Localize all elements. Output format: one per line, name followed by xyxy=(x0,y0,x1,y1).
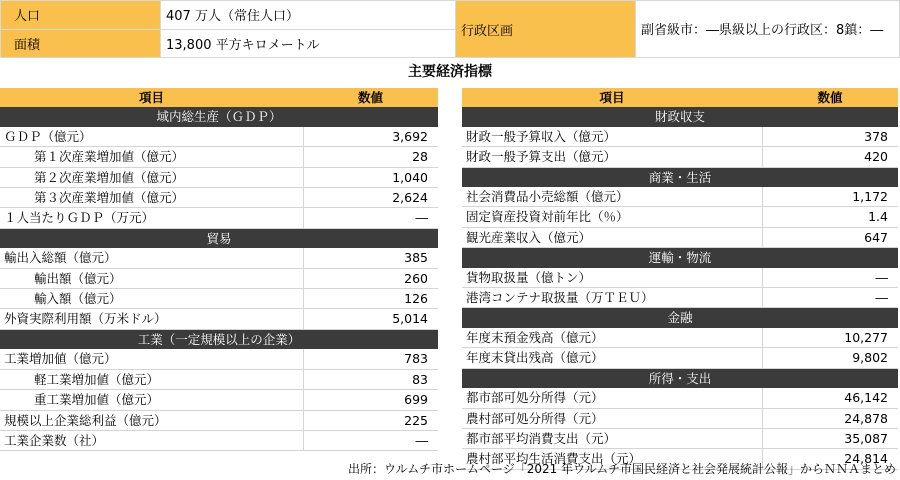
section-header-row xyxy=(462,107,898,126)
divider xyxy=(160,0,161,58)
table-row xyxy=(0,430,438,450)
table-row xyxy=(0,127,438,147)
section-header-row xyxy=(462,167,898,187)
row-value: 225 xyxy=(303,410,438,430)
divider xyxy=(635,0,636,58)
row-value: 699 xyxy=(303,390,438,410)
city-info-panel xyxy=(0,0,900,58)
admin-line-subprovincial: 副省級市：― xyxy=(641,23,720,38)
row-value: ― xyxy=(762,288,898,308)
row-label: 工業増加値（億元） xyxy=(0,349,303,369)
page-title: 主要経済指標 xyxy=(408,64,492,80)
row-value: 647 xyxy=(762,227,898,247)
row-label: 輸出入総額（億元） xyxy=(0,248,303,268)
row-label: 港湾コンテナ取扱量（万ＴＥＵ） xyxy=(462,288,762,308)
section-header-row xyxy=(0,228,438,248)
section-header-row xyxy=(0,329,438,349)
table-row xyxy=(0,349,438,369)
row-value: ― xyxy=(303,208,438,228)
row-value: 378 xyxy=(762,127,898,147)
row-label: 観光産業収入（億元） xyxy=(462,227,762,247)
divider xyxy=(0,29,455,30)
section-header: 域内総生産（ＧＤＰ） xyxy=(0,107,438,126)
row-value: 24,878 xyxy=(762,408,898,428)
table-row xyxy=(462,187,898,207)
row-label: 軽工業増加値（億元） xyxy=(0,369,303,389)
row-label: 貨物取扱量（億トン） xyxy=(462,268,762,288)
row-value: 28 xyxy=(303,147,438,167)
table-row xyxy=(462,268,898,288)
row-value: 83 xyxy=(303,369,438,389)
section-header-row xyxy=(462,308,898,328)
section-header: 金融 xyxy=(462,308,898,328)
table-row xyxy=(0,248,438,268)
indicator-table-right-body xyxy=(462,88,898,469)
column-header-item: 項目 xyxy=(462,88,762,107)
table-row xyxy=(462,147,898,167)
row-value: 5,014 xyxy=(303,309,438,329)
table-row xyxy=(0,390,438,410)
indicator-table-left-body xyxy=(0,88,438,451)
row-label: 工業企業数（社） xyxy=(0,430,303,450)
row-label: 固定資産投資対前年比（％） xyxy=(462,207,762,227)
row-value: 1.4 xyxy=(762,207,898,227)
population-value: 407 万人（常住人口） xyxy=(160,0,455,29)
row-value: 1,172 xyxy=(762,187,898,207)
section-header: 所得・支出 xyxy=(462,368,898,388)
row-value: 46,142 xyxy=(762,388,898,408)
row-value: ― xyxy=(303,430,438,450)
table-row xyxy=(0,147,438,167)
row-label: 規模以上企業総利益（億元） xyxy=(0,410,303,430)
table-row xyxy=(462,388,898,408)
indicator-table-right xyxy=(462,88,898,470)
table-row xyxy=(0,289,438,309)
row-label: 輸出額（億元） xyxy=(0,268,303,288)
admin-division-label: 行政区画 xyxy=(455,0,635,58)
divider xyxy=(455,0,456,58)
indicator-table-left xyxy=(0,88,438,451)
row-label: 社会消費品小売総額（億元） xyxy=(462,187,762,207)
table-row xyxy=(0,309,438,329)
table-row xyxy=(0,188,438,208)
section-header: 財政収支 xyxy=(462,107,898,126)
admin-line-town: 鎮：― xyxy=(844,23,884,38)
section-header-row xyxy=(462,368,898,388)
row-value: 783 xyxy=(303,349,438,369)
row-label: 都市部平均消費支出（元） xyxy=(462,428,762,448)
table-row xyxy=(462,428,898,448)
area-label: 面積 xyxy=(0,29,160,58)
table-header-row xyxy=(462,88,898,107)
row-value: 35,087 xyxy=(762,428,898,448)
area-value: 13,800 平方キロメートル xyxy=(160,29,455,58)
row-value: 3,692 xyxy=(303,127,438,147)
row-label: 重工業増加値（億元） xyxy=(0,390,303,410)
section-header-row xyxy=(462,248,898,268)
source-note: 出所：ウルムチ市ホームページ「2021 年ウルムチ市国民経済と社会発展統計公報」からＮＮＡまとめ xyxy=(348,462,896,476)
admin-division-value xyxy=(635,0,900,58)
table-row xyxy=(0,410,438,430)
row-label: １人当たりＧＤＰ（万元） xyxy=(0,208,303,228)
row-value: 260 xyxy=(303,268,438,288)
row-label: ＧＤＰ（億元） xyxy=(0,127,303,147)
row-value: 385 xyxy=(303,248,438,268)
section-header: 運輸・物流 xyxy=(462,248,898,268)
row-label: 輸入額（億元） xyxy=(0,289,303,309)
population-label: 人口 xyxy=(0,0,160,29)
row-value: 1,040 xyxy=(303,167,438,187)
table-row xyxy=(462,288,898,308)
section-header-row xyxy=(0,107,438,126)
column-header-value: 数値 xyxy=(303,88,438,107)
table-row xyxy=(462,408,898,428)
row-label: 第３次産業増加値（億元） xyxy=(0,188,303,208)
row-value: 420 xyxy=(762,147,898,167)
row-value: ― xyxy=(762,268,898,288)
table-row xyxy=(462,328,898,348)
row-value: 9,802 xyxy=(762,348,898,368)
table-row xyxy=(462,227,898,247)
table-row xyxy=(0,369,438,389)
row-label: 都市部可処分所得（元） xyxy=(462,388,762,408)
table-row xyxy=(0,167,438,187)
section-header: 工業（一定規模以上の企業） xyxy=(0,329,438,349)
table-header-row xyxy=(0,88,438,107)
row-label: 年度末預金残高（億元） xyxy=(462,328,762,348)
row-label: 農村部可処分所得（元） xyxy=(462,408,762,428)
row-label: 財政一般予算支出（億元） xyxy=(462,147,762,167)
section-header: 貿易 xyxy=(0,228,438,248)
row-label: 農村部平均生活消費支出（元） xyxy=(462,449,762,469)
table-row xyxy=(0,268,438,288)
column-header-value: 数値 xyxy=(762,88,898,107)
column-header-item: 項目 xyxy=(0,88,303,107)
admin-line-county-level: 県級以上の行政区：8 xyxy=(719,23,845,38)
row-label: 年度末貸出残高（億元） xyxy=(462,348,762,368)
row-value: 2,624 xyxy=(303,188,438,208)
row-value: 10,277 xyxy=(762,328,898,348)
table-row xyxy=(462,348,898,368)
row-value: 126 xyxy=(303,289,438,309)
row-label: 財政一般予算収入（億元） xyxy=(462,127,762,147)
table-row xyxy=(462,207,898,227)
table-row xyxy=(462,127,898,147)
row-value: 24,814 xyxy=(762,449,898,469)
row-label: 第２次産業増加値（億元） xyxy=(0,167,303,187)
table-row xyxy=(0,208,438,228)
row-label: 第１次産業増加値（億元） xyxy=(0,147,303,167)
section-header: 商業・生活 xyxy=(462,167,898,187)
row-label: 外資実際利用額（万米ドル） xyxy=(0,309,303,329)
